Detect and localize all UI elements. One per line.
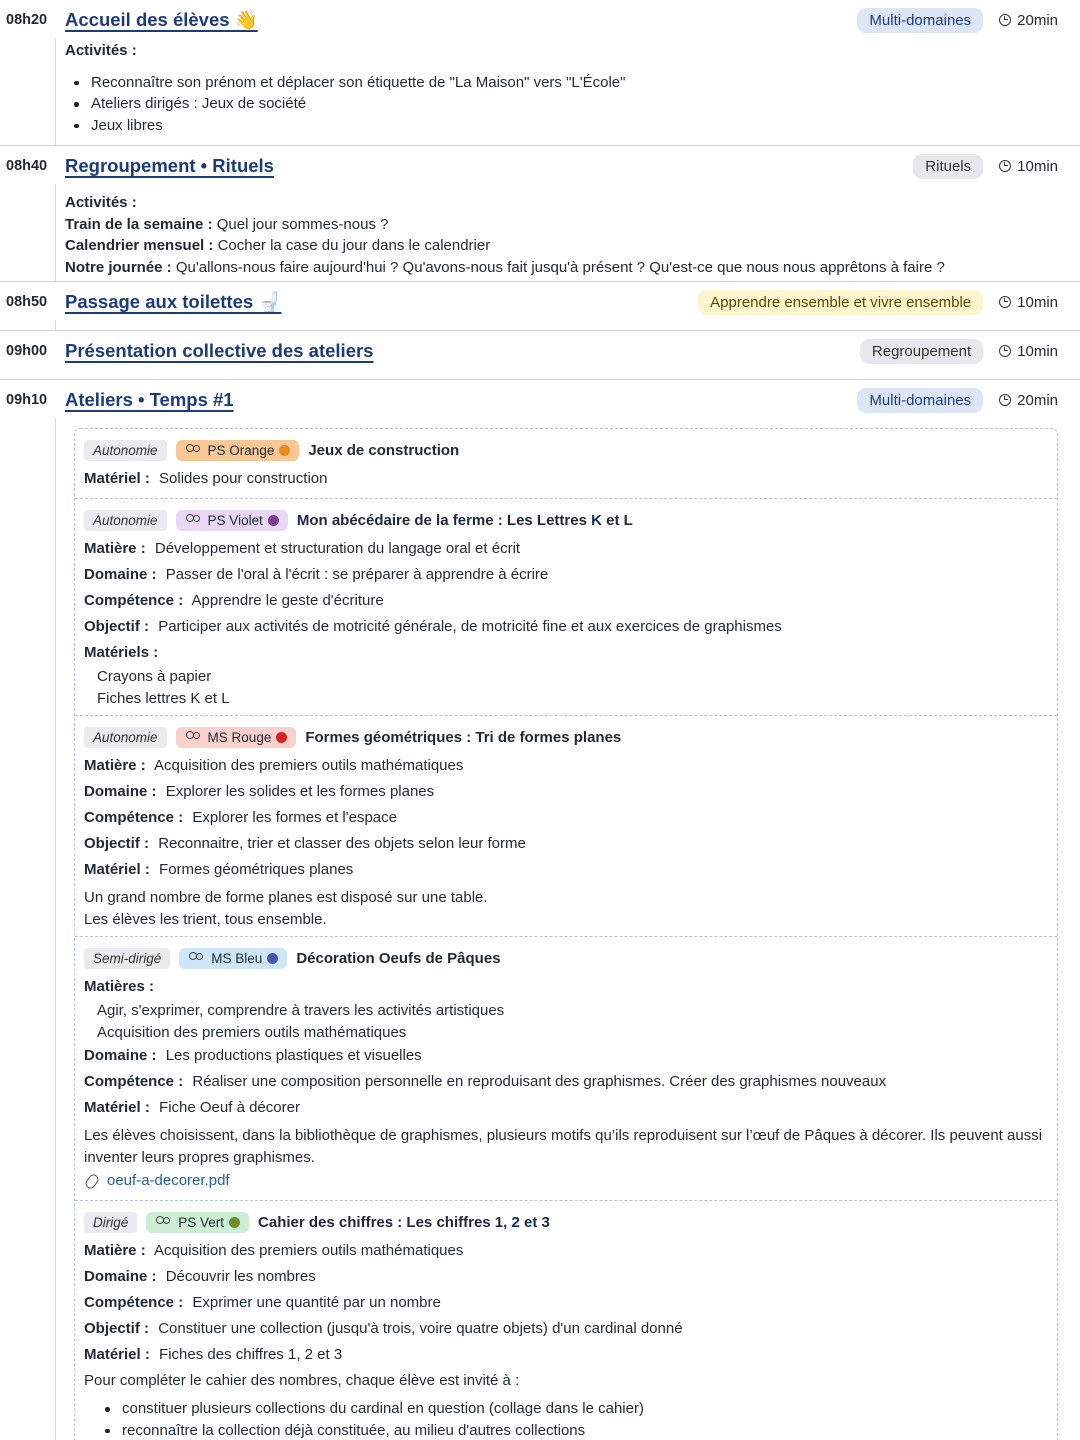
list-item: Reconnaître son prénom et déplacer son étiquette de "La Maison" vers "L'École" xyxy=(65,72,1058,94)
mode-badge: Dirigé xyxy=(84,1212,137,1233)
domain-tag: Apprendre ensemble et vivre ensemble xyxy=(698,290,983,315)
competence-row: Compétence : Apprendre le geste d'écriture xyxy=(84,592,384,609)
time-label: 08h20 xyxy=(6,12,48,28)
timeline-divider xyxy=(55,184,56,281)
list-item: reconnaître la collection déjà constituée, au milieu d'autres collections xyxy=(96,1420,1048,1440)
mode-badge: Autonomie xyxy=(84,510,167,531)
materiel-row: Matériel : Fiches des chiffres 1, 2 et 3 xyxy=(84,1346,343,1363)
duration: 10min xyxy=(999,158,1058,175)
domain-tag: Multi-domaines xyxy=(857,8,983,33)
block-title-link[interactable]: Accueil des élèves 👋 xyxy=(65,9,258,30)
materiels-label: Matériels : xyxy=(84,644,159,661)
clock-icon xyxy=(999,394,1011,406)
users-icon xyxy=(185,514,201,526)
workshop-title: Mon abécédaire de la ferme : Les Lettres K et L xyxy=(296,511,633,529)
workshop-card xyxy=(75,499,1057,716)
objectif-row: Objectif : Participer aux activités de motricité générale, de motricité fine et aux exercices de graphismes xyxy=(84,618,782,635)
time-label: 09h10 xyxy=(6,392,48,408)
activities-label: Activités : xyxy=(65,194,137,211)
block-title-link[interactable]: Regroupement • Rituels xyxy=(65,155,274,176)
activities-list xyxy=(65,72,1058,137)
timeline-divider xyxy=(55,418,56,1440)
description: Pour compléter le cahier des nombres, chaque élève est invité à : xyxy=(84,1372,520,1389)
block-title-link[interactable]: Ateliers • Temps #1 xyxy=(65,389,234,410)
users-icon xyxy=(185,731,201,743)
clock-icon xyxy=(999,160,1011,172)
schedule-block-accueil xyxy=(0,0,1080,146)
duration: 10min xyxy=(999,294,1058,311)
materiel-item: Fiches lettres K et L xyxy=(97,689,230,707)
timeline-divider xyxy=(55,38,56,145)
mode-badge: Semi-dirigé xyxy=(84,948,170,969)
matiere-row: Matière : Développement et structuration du langage oral et écrit xyxy=(84,540,521,557)
ritual-row: Train de la semaine : Quel jour sommes-nous ? xyxy=(65,215,389,233)
users-icon xyxy=(155,1216,171,1228)
group-badge: PS Violet xyxy=(176,510,288,531)
objectif-row: Objectif : Constituer une collection (jusqu'à trois, voire quatre objets) d'un cardinal donné xyxy=(84,1320,683,1337)
ritual-row: Calendrier mensuel : Cocher la case du jour dans le calendrier xyxy=(65,237,491,254)
mode-badge: Autonomie xyxy=(84,440,167,461)
schedule-block-presentation xyxy=(0,331,1080,380)
clock-icon xyxy=(999,296,1011,308)
description: Un grand nombre de forme planes est disposé sur une table. Les élèves les trient, tous ensemble. xyxy=(84,889,488,928)
attachment-link[interactable]: oeuf-a-decorer.pdf xyxy=(84,1168,1048,1194)
domain-tag: Rituels xyxy=(913,154,983,179)
block-title-link[interactable]: Présentation collective des ateliers xyxy=(65,340,374,361)
matieres-label: Matières : xyxy=(84,978,155,995)
materiel-item: Crayons à papier xyxy=(97,668,212,685)
orange-icon xyxy=(279,445,290,456)
list-item: Jeux libres xyxy=(65,115,1058,137)
list-item: Ateliers dirigés : Jeux de société xyxy=(65,93,1058,115)
time-label: 09h00 xyxy=(6,343,48,359)
matiere-item: Agir, s'exprimer, comprendre à travers les activités artistiques xyxy=(97,1002,505,1019)
matiere-item: Acquisition des premiers outils mathématiques xyxy=(97,1023,407,1041)
domaine-row: Domaine : Les productions plastiques et visuelles xyxy=(84,1047,422,1064)
duration: 20min xyxy=(999,12,1058,29)
group-badge: MS Bleu xyxy=(179,948,287,969)
workshop-card xyxy=(75,937,1057,1201)
domaine-row: Domaine : Passer de l'oral à l'écrit : se préparer à apprendre à écrire xyxy=(84,566,549,583)
objectif-row: Objectif : Reconnaitre, trier et classer des objets selon leur forme xyxy=(84,835,526,852)
schedule-block-regroupement xyxy=(0,146,1080,282)
blueberry-icon xyxy=(267,953,278,964)
time-label: 08h40 xyxy=(6,158,48,174)
group-badge: PS Orange xyxy=(176,440,300,461)
workshop-title: Formes géométriques : Tri de formes planes xyxy=(305,728,622,746)
competence-row: Compétence : Réaliser une composition personnelle en reproduisant des graphismes. Créer des graphismes nouveaux xyxy=(84,1073,887,1090)
domaine-row: Domaine : Découvrir les nombres xyxy=(84,1268,316,1285)
ritual-row: Notre journée : Qu'allons-nous faire aujourd'hui ? Qu'avons-nous fait jusqu'à présent ? Qu'est-ce que nous nous apprêtons à faire ? xyxy=(65,258,945,276)
competence-row: Compétence : Explorer les formes et l'espace xyxy=(84,809,397,826)
clock-icon xyxy=(999,345,1011,357)
time-label: 08h50 xyxy=(6,294,48,310)
schedule-block-toilettes xyxy=(0,282,1080,331)
domaine-row: Domaine : Explorer les solides et les formes planes xyxy=(84,783,435,800)
materiel-row: Matériel : Solides pour construction xyxy=(84,470,328,487)
materiel-row: Matériel : Fiche Oeuf à décorer xyxy=(84,1099,300,1116)
group-badge: PS Vert xyxy=(146,1212,249,1233)
kiwi-icon xyxy=(229,1217,240,1228)
activities-label: Activités : xyxy=(65,42,137,59)
matiere-row: Matière : Acquisition des premiers outils mathématiques xyxy=(84,1242,464,1259)
paperclip-icon xyxy=(84,1172,101,1190)
domain-tag: Multi-domaines xyxy=(857,388,983,413)
clock-icon xyxy=(999,14,1011,26)
workshop-card xyxy=(75,716,1057,937)
domain-tag: Regroupement xyxy=(860,339,983,364)
workshop-card xyxy=(75,429,1057,499)
timeline-divider xyxy=(55,320,56,330)
workshop-title: Jeux de construction xyxy=(308,441,460,459)
apple-icon xyxy=(276,732,287,743)
duration: 10min xyxy=(999,343,1058,360)
block-title-link[interactable]: Passage aux toilettes 🚽 xyxy=(65,291,282,312)
schedule-block-ateliers xyxy=(0,380,1080,1440)
group-badge: MS Rouge xyxy=(176,727,297,748)
grape-icon xyxy=(268,515,279,526)
duration: 20min xyxy=(999,392,1058,409)
description: Les élèves choisissent, dans la bibliothèque de graphismes, plusieurs motifs qu’ils reproduisent sur l’œuf de Pâques à décorer. Ils peuvent aussi inventer leurs propres graphismes. xyxy=(84,1127,1043,1166)
workshop-title: Cahier des chiffres : Les chiffres 1, 2 et 3 xyxy=(258,1213,550,1231)
workshop-title: Décoration Oeufs de Pâques xyxy=(296,949,501,967)
steps-list xyxy=(96,1398,1048,1440)
mode-badge: Autonomie xyxy=(84,727,167,748)
users-icon xyxy=(188,952,204,964)
workshop-card xyxy=(75,1201,1057,1440)
list-item: constituer plusieurs collections du cardinal en question (collage dans le cahier) xyxy=(96,1398,1048,1420)
workshops-container xyxy=(74,428,1058,1440)
matiere-row: Matière : Acquisition des premiers outils mathématiques xyxy=(84,757,464,774)
users-icon xyxy=(185,444,201,456)
competence-row: Compétence : Exprimer une quantité par un nombre xyxy=(84,1294,441,1311)
materiel-row: Matériel : Formes géométriques planes xyxy=(84,861,354,878)
